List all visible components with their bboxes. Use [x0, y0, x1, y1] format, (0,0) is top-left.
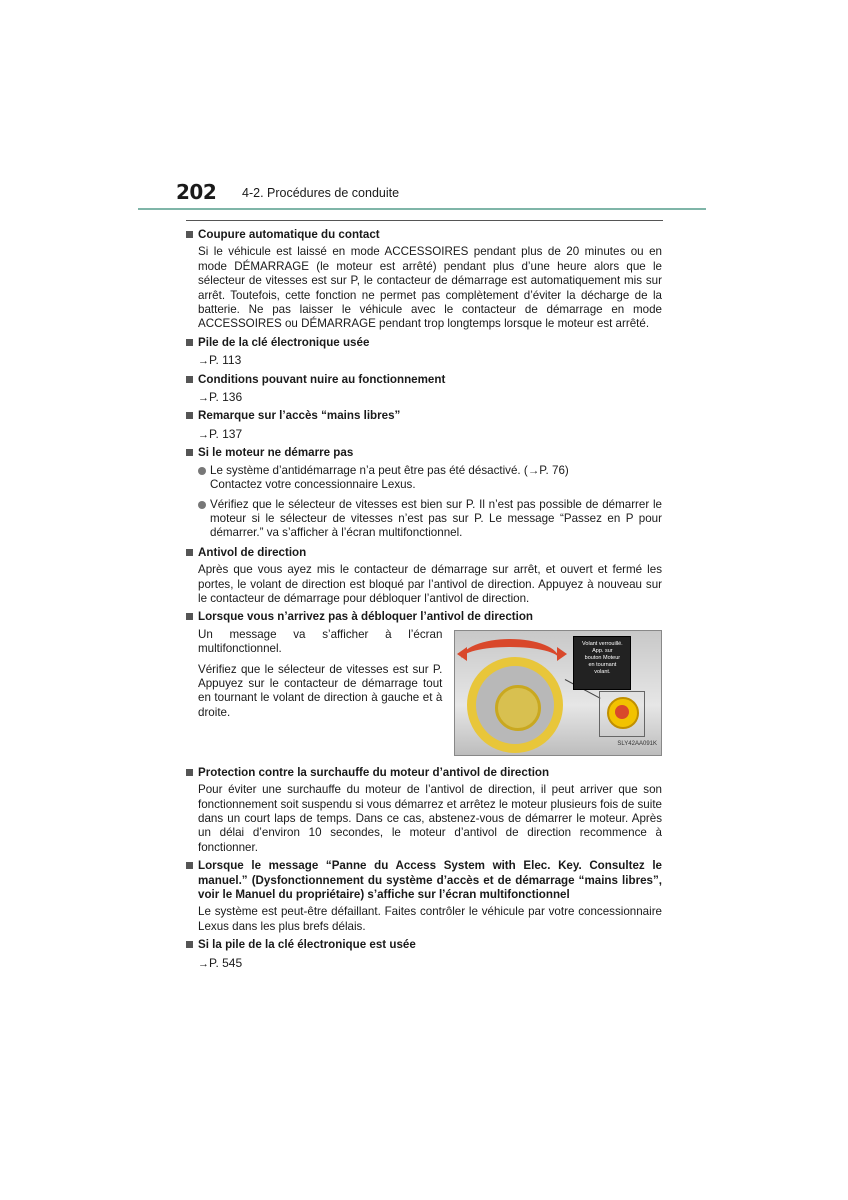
- section-overheat: [186, 766, 662, 855]
- section-body: Vérifiez que le sélecteur de vitesses est sur P. Appuyez sur le contacteur de démarrage tout en tournant le volant de direction à gauche et à droite.: [198, 662, 443, 719]
- page-header: [0, 0, 848, 212]
- square-bullet-icon: [186, 862, 193, 869]
- square-bullet-icon: [186, 231, 193, 238]
- rotation-arrow-icon: [461, 639, 559, 679]
- section-title: Lorsque le message “Panne du Access System with Elec. Key. Consultez le manuel.” (Dysfonctionnement du système d’accès et de démarrage “mains libres”, voir le Manuel du propriétaire) s’affiche sur l’écran multifonctionnel: [198, 859, 662, 901]
- page-reference-link[interactable]: →P. 137: [198, 426, 243, 441]
- page-reference-link[interactable]: →P. 113: [198, 353, 242, 368]
- arrow-left-icon: [457, 647, 467, 661]
- square-bullet-icon: [186, 941, 193, 948]
- round-bullet-icon: [198, 467, 206, 475]
- page-reference-link[interactable]: →P. 136: [198, 390, 243, 405]
- square-bullet-icon: [186, 449, 193, 456]
- section-title: Protection contre la surchauffe du moteur d’antivol de direction: [198, 765, 550, 779]
- section-body: Le système est peut-être défaillant. Faites contrôler le véhicule par votre concessionnaire Lexus dans les plus brefs délais.: [198, 905, 662, 933]
- section-conditions: [186, 373, 662, 406]
- multi-display-screen: Volant verrouillé. App. sur bouton Moteur en tournant volant.: [573, 636, 631, 690]
- header-rule: [138, 208, 706, 210]
- square-bullet-icon: [186, 376, 193, 383]
- page-reference-link[interactable]: →P. 545: [198, 955, 243, 970]
- section-title: Si la pile de la clé électronique est usée: [198, 938, 416, 952]
- page-content: [186, 228, 662, 975]
- page-number: 202: [176, 180, 217, 204]
- section-body: Pour éviter une surchauffe du moteur de l’antivol de direction, il peut arriver que son fonctionnement soit suspendu si vous démarrez et arrêtez le moteur plusieurs fois de suite dans un court laps de temps. Dans ce cas, abstenez-vous de démarrer le moteur. Après un délai d’environ 10 secondes, le moteur d’antivol de direction recommence à fonctionner.: [198, 783, 662, 854]
- square-bullet-icon: [186, 613, 193, 620]
- arrow-right-icon: →: [198, 957, 209, 970]
- section-malfunction-message: [186, 859, 662, 934]
- section-key-battery-low: [186, 938, 662, 971]
- round-bullet-icon: [198, 501, 206, 509]
- chapter-title: 4-2. Procédures de conduite: [242, 186, 400, 200]
- square-bullet-icon: [186, 339, 193, 346]
- section-title: Remarque sur l’accès “mains libres”: [198, 409, 401, 423]
- square-bullet-icon: [186, 412, 193, 419]
- section-title: Si le moteur ne démarre pas: [198, 446, 354, 460]
- arrow-right-icon: →: [198, 355, 209, 368]
- square-bullet-icon: [186, 549, 193, 556]
- list-item: Vérifiez que le sélecteur de vitesses est bien sur P. Il n’est pas possible de démarrer le moteur si le sélecteur de vitesses n’est pas sur P. Le message “Passez en P pour démarrer.” va s’afficher à l’écran multifonctionnel.: [198, 498, 662, 541]
- content-rule: [186, 220, 663, 221]
- section-body: Si le véhicule est laissé en mode ACCESSOIRES pendant plus de 20 minutes ou en mode DÉMARRAGE (le moteur est arrêté) pendant plus d’une heure alors que le sélecteur de vitesses est sur P, le contacteur de démarrage est automatiquement mis sur arrêt. Toutefois, cette fonction ne permet pas complètement d’éviter la décharge de la batterie. Ne pas laisser le véhicule avec le contacteur de démarrage en mode ACCESSOIRES ou DÉMARRAGE pendant trop longtemps lorsque le moteur est arrêté.: [198, 245, 662, 331]
- steering-hub-icon: [495, 685, 541, 731]
- arrow-right-icon: →: [198, 428, 209, 441]
- figure-code: SLY42AA091K: [617, 741, 657, 748]
- section-title: Coupure automatique du contact: [198, 228, 380, 241]
- section-unlock-steering: [186, 610, 662, 755]
- square-bullet-icon: [186, 769, 193, 776]
- list-item: Le système d’antidémarrage n’a peut être pas été désactivé. (→P. 76) Contactez votre concessionnaire Lexus.: [198, 464, 662, 493]
- section-body: Un message va s’afficher à l’écran multifonctionnel.: [198, 627, 443, 656]
- arrow-right-icon: [557, 647, 567, 661]
- section-body: Après que vous ayez mis le contacteur de démarrage sur arrêt, et ouvert et fermé les portes, le volant de direction est bloqué par l’antivol de direction. Appuyez à nouveau sur le contacteur de démarrage pour débloquer l’antivol de direction.: [198, 563, 662, 605]
- section-hands-free: [186, 409, 662, 442]
- section-title: Antivol de direction: [198, 545, 307, 559]
- section-battery: [186, 336, 662, 369]
- section-title: Conditions pouvant nuire au fonctionnement: [198, 372, 446, 386]
- section-auto-shutoff: [186, 228, 662, 332]
- section-title: Lorsque vous n’arrivez pas à débloquer l’antivol de direction: [198, 610, 534, 624]
- section-title: Pile de la clé électronique usée: [198, 335, 370, 349]
- arrow-right-icon: →: [198, 392, 209, 405]
- section-steering-lock: [186, 546, 662, 607]
- steering-lock-illustration: [454, 630, 662, 756]
- section-engine-no-start: [186, 446, 662, 540]
